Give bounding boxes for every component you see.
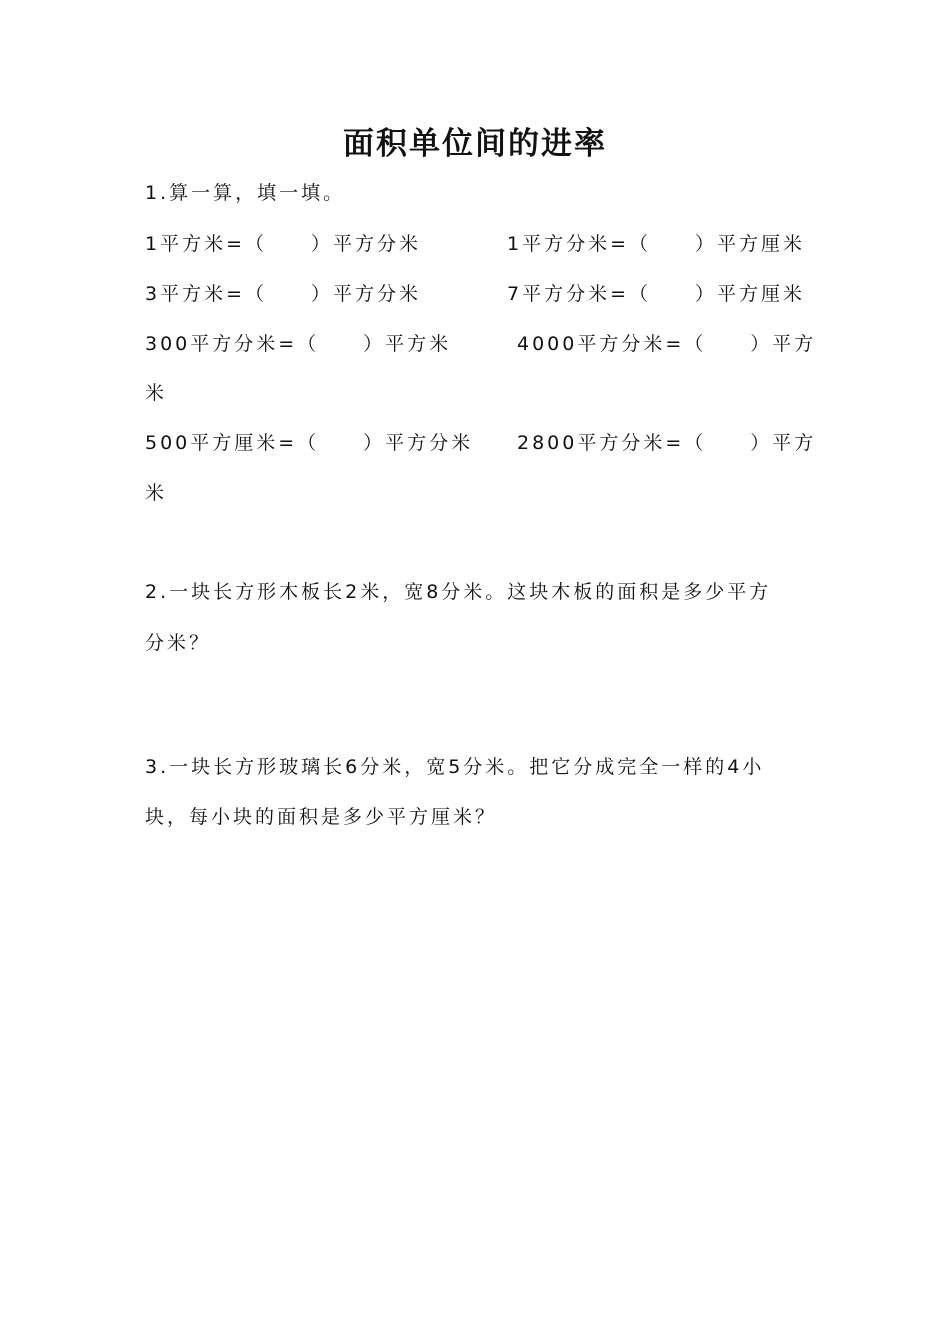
q2-line1: 2.一块长方形木板长2米，宽8分米。这块木板的面积是多少平方 bbox=[145, 581, 772, 603]
q1-row2-right: 7平方分米=（ ）平方厘米 bbox=[507, 283, 806, 305]
q1-row3-wrap: 米 bbox=[145, 382, 168, 404]
q1-heading: 1.算一算，填一填。 bbox=[145, 182, 346, 204]
q1-row2-left: 3平方米=（ ）平方分米 bbox=[145, 283, 422, 305]
q3-line1: 3.一块长方形玻璃长6分米，宽5分米。把它分成完全一样的4小 bbox=[145, 756, 765, 778]
q1-row1-left: 1平方米=（ ）平方分米 bbox=[145, 233, 422, 255]
q2-line2: 分米？ bbox=[145, 632, 212, 654]
q1-row1-right: 1平方分米=（ ）平方厘米 bbox=[507, 233, 806, 255]
page-title: 面积单位间的进率 bbox=[343, 126, 607, 162]
q1-row3-left: 300平方分米=（ ）平方米 bbox=[145, 333, 452, 355]
q1-row3-right: 4000平方分米=（ ）平方 bbox=[517, 333, 817, 355]
q1-row4-right: 2800平方分米=（ ）平方 bbox=[517, 432, 817, 454]
q1-row4-wrap: 米 bbox=[145, 482, 168, 504]
q1-row4-left: 500平方厘米=（ ）平方分米 bbox=[145, 432, 474, 454]
q3-line2: 块，每小块的面积是多少平方厘米？ bbox=[145, 806, 498, 828]
